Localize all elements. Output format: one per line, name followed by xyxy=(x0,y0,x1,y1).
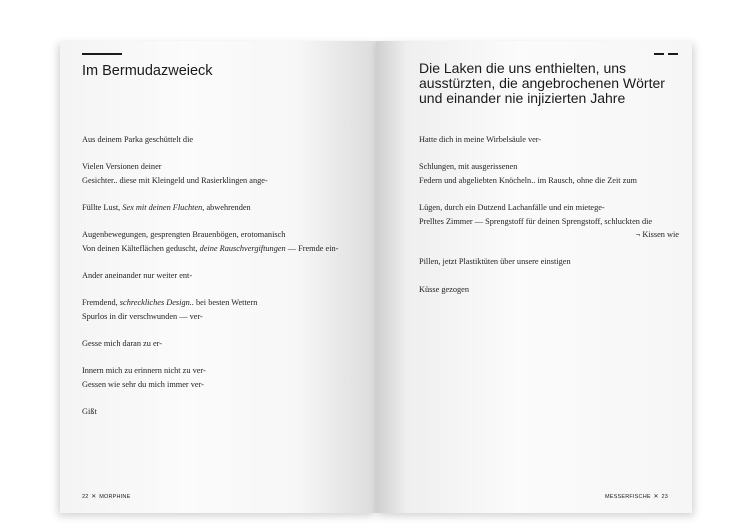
text-segment: Von deinen Kälteflächen geduscht, xyxy=(82,243,200,253)
stanza-gap xyxy=(82,283,362,297)
verse-line xyxy=(419,255,679,269)
text-segment: Augenbewegungen, gesprengten Brauenbögen, erotomanisch xyxy=(82,230,286,240)
section-name: MESSERFISCHE xyxy=(604,494,651,500)
text-segment: Vielen Versionen deiner xyxy=(82,162,162,172)
stanza-gap xyxy=(82,391,362,405)
text-segment: bei besten Wettern xyxy=(193,298,258,308)
stanza-gap xyxy=(82,255,362,269)
text-segment: Gessen wie sehr du mich immer ver- xyxy=(82,379,204,389)
right-page xyxy=(376,41,692,513)
verse-line xyxy=(82,269,362,283)
text-segment: Gesse mich daran zu er- xyxy=(82,338,162,348)
text-segment: Schlungen, mit ausgerissenen xyxy=(419,162,518,172)
poem-title: Im Bermudazweieck xyxy=(82,63,213,79)
verse-line xyxy=(419,228,679,242)
poem-body xyxy=(419,133,679,296)
text-segment: Spurlos in dir verschwunden — ver- xyxy=(82,311,203,321)
title-line: Die Laken die uns enthielten, uns xyxy=(419,60,627,76)
text-segment: Gesichter.. diese mit Kleingeld und Rasierklingen ange- xyxy=(82,175,268,185)
text-segment: Füllte Lust, xyxy=(82,202,123,212)
verse-line xyxy=(419,283,679,297)
verse-line xyxy=(82,364,362,378)
text-segment: Federn und abgeliebten Knöcheln.. im Rausch, ohne die Zeit zum xyxy=(419,175,637,185)
poem-title xyxy=(419,61,674,106)
text-segment: Fremdend, xyxy=(82,298,120,308)
separator-x-icon: ✕ xyxy=(91,494,97,500)
verse-line xyxy=(419,174,679,188)
text-segment: abwehrenden xyxy=(204,202,251,212)
verse-line xyxy=(82,296,362,310)
italic-phrase: schreckliches Design.. xyxy=(119,298,194,308)
verse-line xyxy=(419,215,679,229)
verse-line xyxy=(82,242,362,256)
verse-line xyxy=(82,405,362,419)
stanza-gap xyxy=(419,242,679,256)
verse-line xyxy=(82,378,362,392)
separator-x-icon: ✕ xyxy=(653,494,659,500)
verse-line xyxy=(419,201,679,215)
stanza-gap xyxy=(82,147,362,161)
italic-phrase: Sex mit deinen Fluchten, xyxy=(122,202,205,212)
title-line: ausstürzten, die angebrochenen Wörter xyxy=(419,75,665,91)
text-segment: Innern mich zu erinnern nicht zu ver- xyxy=(82,366,206,376)
text-segment: Pillen, jetzt Plastiktüten über unsere einstigen xyxy=(419,257,571,267)
verse-line xyxy=(82,310,362,324)
page-footer xyxy=(82,493,130,500)
verse-line xyxy=(82,160,362,174)
stanza-gap xyxy=(82,323,362,337)
text-segment: — Fremde ein- xyxy=(285,243,339,253)
section-name: MORPHINE xyxy=(99,494,131,500)
verse-line xyxy=(82,228,362,242)
text-segment: Ander aneinander nur weiter ent- xyxy=(82,270,193,280)
verse-line xyxy=(82,337,362,351)
page-number: 22 xyxy=(82,494,89,500)
verse-line xyxy=(419,160,679,174)
top-rule-segment xyxy=(654,53,664,55)
left-page xyxy=(60,41,376,513)
stanza-gap xyxy=(82,351,362,365)
text-segment: Aus deinem Parka geschüttelt die xyxy=(82,135,194,144)
poem-body xyxy=(82,133,362,418)
text-segment: Küsse gezogen xyxy=(419,284,469,294)
stanza-gap xyxy=(82,215,362,229)
verse-line xyxy=(419,133,679,147)
stanza-gap xyxy=(419,147,679,161)
verse-line xyxy=(82,133,362,147)
italic-phrase: deine Rauschvergiftungen xyxy=(199,243,286,253)
top-rule-segment xyxy=(668,53,678,55)
text-segment: Hatte dich in meine Wirbelsäule ver- xyxy=(419,135,542,144)
verse-line xyxy=(82,201,362,215)
page-number: 23 xyxy=(661,494,668,500)
title-line: und einander nie injizierten Jahre xyxy=(419,90,626,106)
page-footer xyxy=(605,493,668,500)
stanza-gap xyxy=(82,187,362,201)
text-segment: Lügen, durch ein Dutzend Lachanfälle und ein mietege- xyxy=(419,202,605,212)
stanza-gap xyxy=(419,269,679,283)
text-segment: Gißt xyxy=(82,406,97,416)
top-rule xyxy=(82,53,122,55)
verse-line xyxy=(82,174,362,188)
text-segment: Prelltes Zimmer — Sprengstoff für deinen Sprengstoff, schluckten die xyxy=(419,216,653,226)
text-segment: ¬ Kissen wie xyxy=(635,230,679,240)
stanza-gap xyxy=(419,187,679,201)
